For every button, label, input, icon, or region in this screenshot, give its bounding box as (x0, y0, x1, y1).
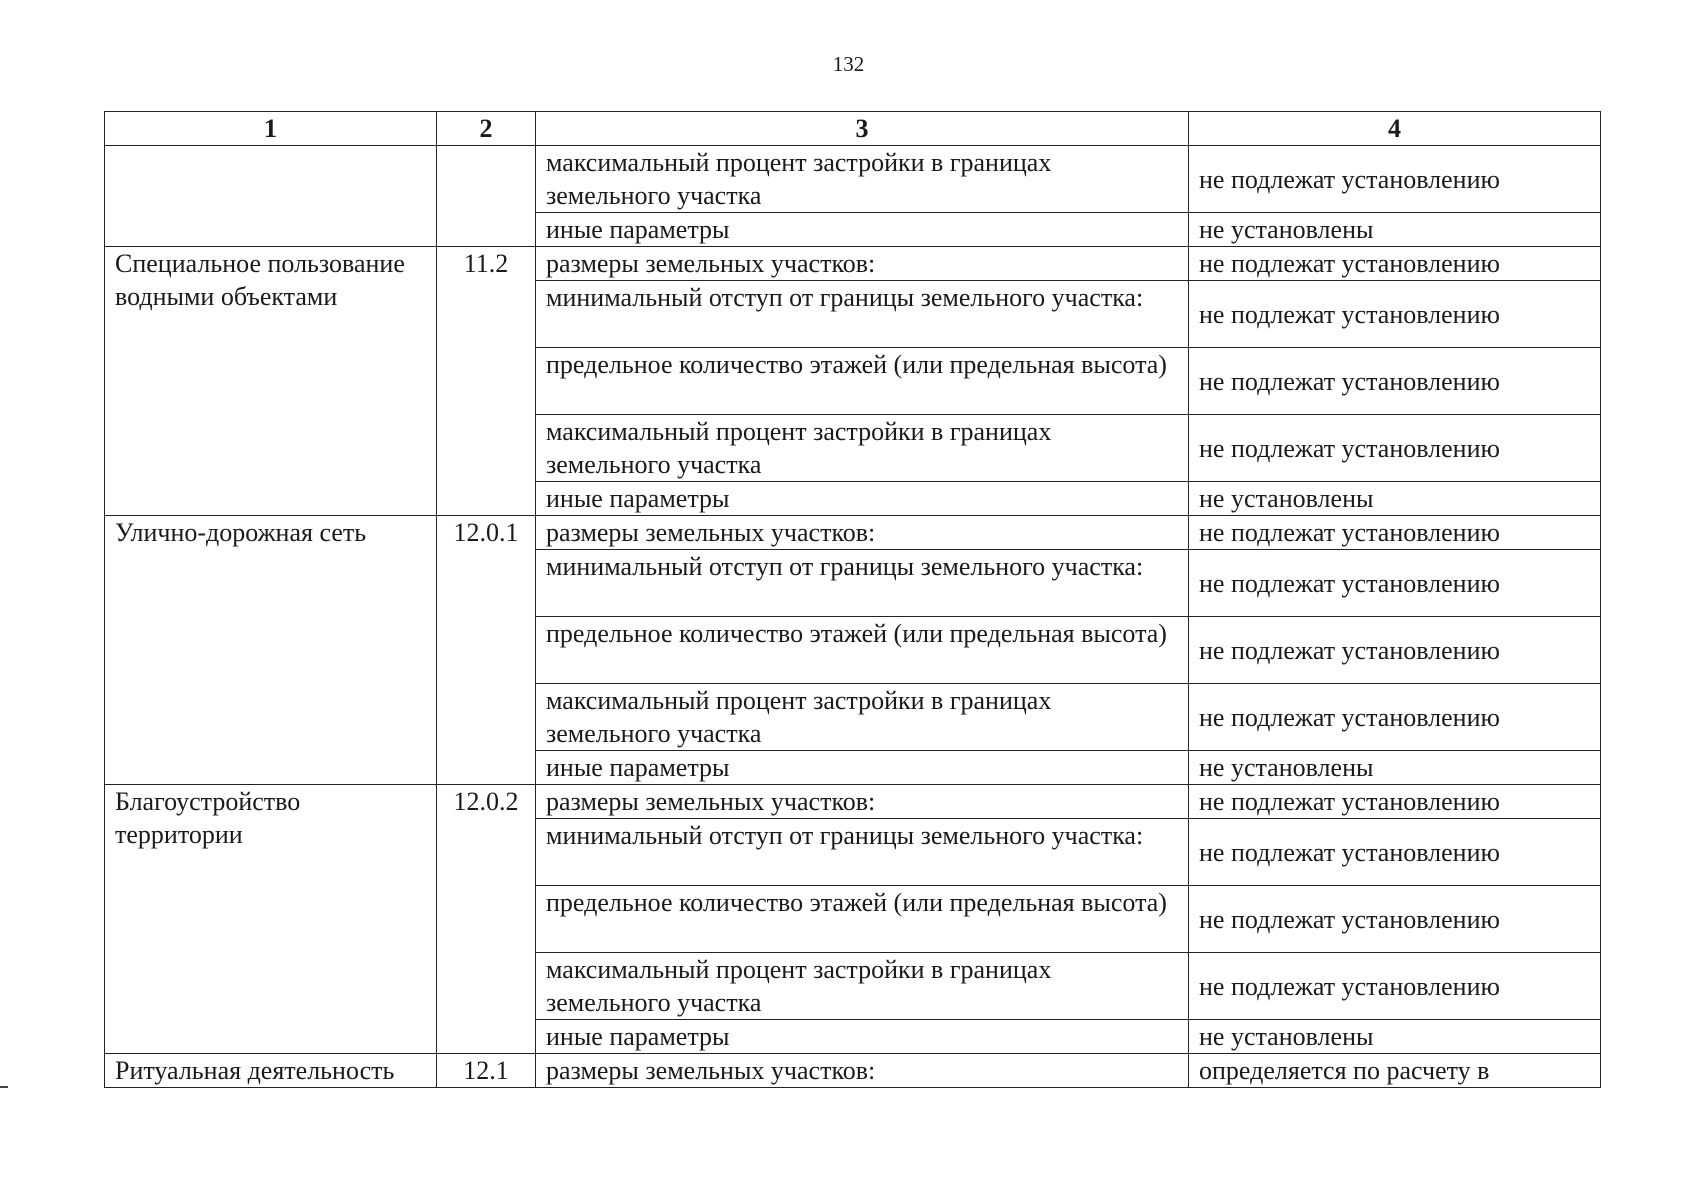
column-header: 3 (536, 112, 1189, 146)
parameter-cell: максимальный процент застройки в границах земельного участка (536, 684, 1189, 751)
header-row (105, 112, 1601, 146)
parameter-cell: иные параметры (536, 213, 1189, 247)
parameter-cell: размеры земельных участков: (536, 247, 1189, 281)
regulations-table (104, 111, 1601, 1088)
table-row (105, 516, 1601, 550)
column-header: 4 (1189, 112, 1601, 146)
table-row (105, 1054, 1601, 1088)
value-cell: не подлежат установлению (1189, 146, 1601, 213)
value-cell: не подлежат установлению (1189, 684, 1601, 751)
value-cell: не подлежат установлению (1189, 516, 1601, 550)
page-number: 132 (832, 52, 865, 76)
use-type-cell: Улично-дорожная сеть (105, 516, 437, 785)
value-cell: не установлены (1189, 213, 1601, 247)
parameter-cell: предельное количество этажей (или предельная высота) (536, 617, 1189, 684)
value-cell: не подлежат установлению (1189, 617, 1601, 684)
value-cell: не установлены (1189, 1020, 1601, 1054)
parameter-cell: иные параметры (536, 1020, 1189, 1054)
use-type-cell (105, 146, 437, 247)
value-cell: не подлежат установлению (1189, 415, 1601, 482)
value-cell: не подлежат установлению (1189, 281, 1601, 348)
table-row (105, 785, 1601, 819)
value-cell: не подлежат установлению (1189, 819, 1601, 886)
parameter-cell: минимальный отступ от границы земельного участка: (536, 550, 1189, 617)
parameter-cell: размеры земельных участков: (536, 1054, 1189, 1088)
value-cell: не подлежат установлению (1189, 550, 1601, 617)
parameter-cell: минимальный отступ от границы земельного участка: (536, 819, 1189, 886)
use-type-cell: Ритуальная деятельность (105, 1054, 437, 1088)
parameter-cell: максимальный процент застройки в границах земельного участка (536, 415, 1189, 482)
parameter-cell: размеры земельных участков: (536, 785, 1189, 819)
column-header: 2 (437, 112, 536, 146)
value-cell: не подлежат установлению (1189, 785, 1601, 819)
use-code-cell (437, 146, 536, 247)
parameter-cell: максимальный процент застройки в границах земельного участка (536, 146, 1189, 213)
parameter-cell: иные параметры (536, 751, 1189, 785)
use-code-cell: 12.1 (437, 1054, 536, 1088)
parameter-cell: предельное количество этажей (или предельная высота) (536, 886, 1189, 953)
parameter-cell: размеры земельных участков: (536, 516, 1189, 550)
use-code-cell: 11.2 (437, 247, 536, 516)
parameter-cell: минимальный отступ от границы земельного участка: (536, 281, 1189, 348)
parameter-cell: максимальный процент застройки в границах земельного участка (536, 953, 1189, 1020)
table-row (105, 146, 1601, 213)
value-cell: определяется по расчету в (1189, 1054, 1601, 1088)
table-row (105, 247, 1601, 281)
parameter-cell: иные параметры (536, 482, 1189, 516)
use-type-cell: Благоустройство территории (105, 785, 437, 1054)
column-header: 1 (105, 112, 437, 146)
value-cell: не подлежат установлению (1189, 886, 1601, 953)
value-cell: не установлены (1189, 751, 1601, 785)
value-cell: не подлежат установлению (1189, 247, 1601, 281)
use-type-cell: Специальное пользование водными объектами (105, 247, 437, 516)
margin-mark (0, 1086, 8, 1088)
use-code-cell: 12.0.1 (437, 516, 536, 785)
value-cell: не установлены (1189, 482, 1601, 516)
use-code-cell: 12.0.2 (437, 785, 536, 1054)
value-cell: не подлежат установлению (1189, 953, 1601, 1020)
value-cell: не подлежат установлению (1189, 348, 1601, 415)
parameter-cell: предельное количество этажей (или предельная высота) (536, 348, 1189, 415)
